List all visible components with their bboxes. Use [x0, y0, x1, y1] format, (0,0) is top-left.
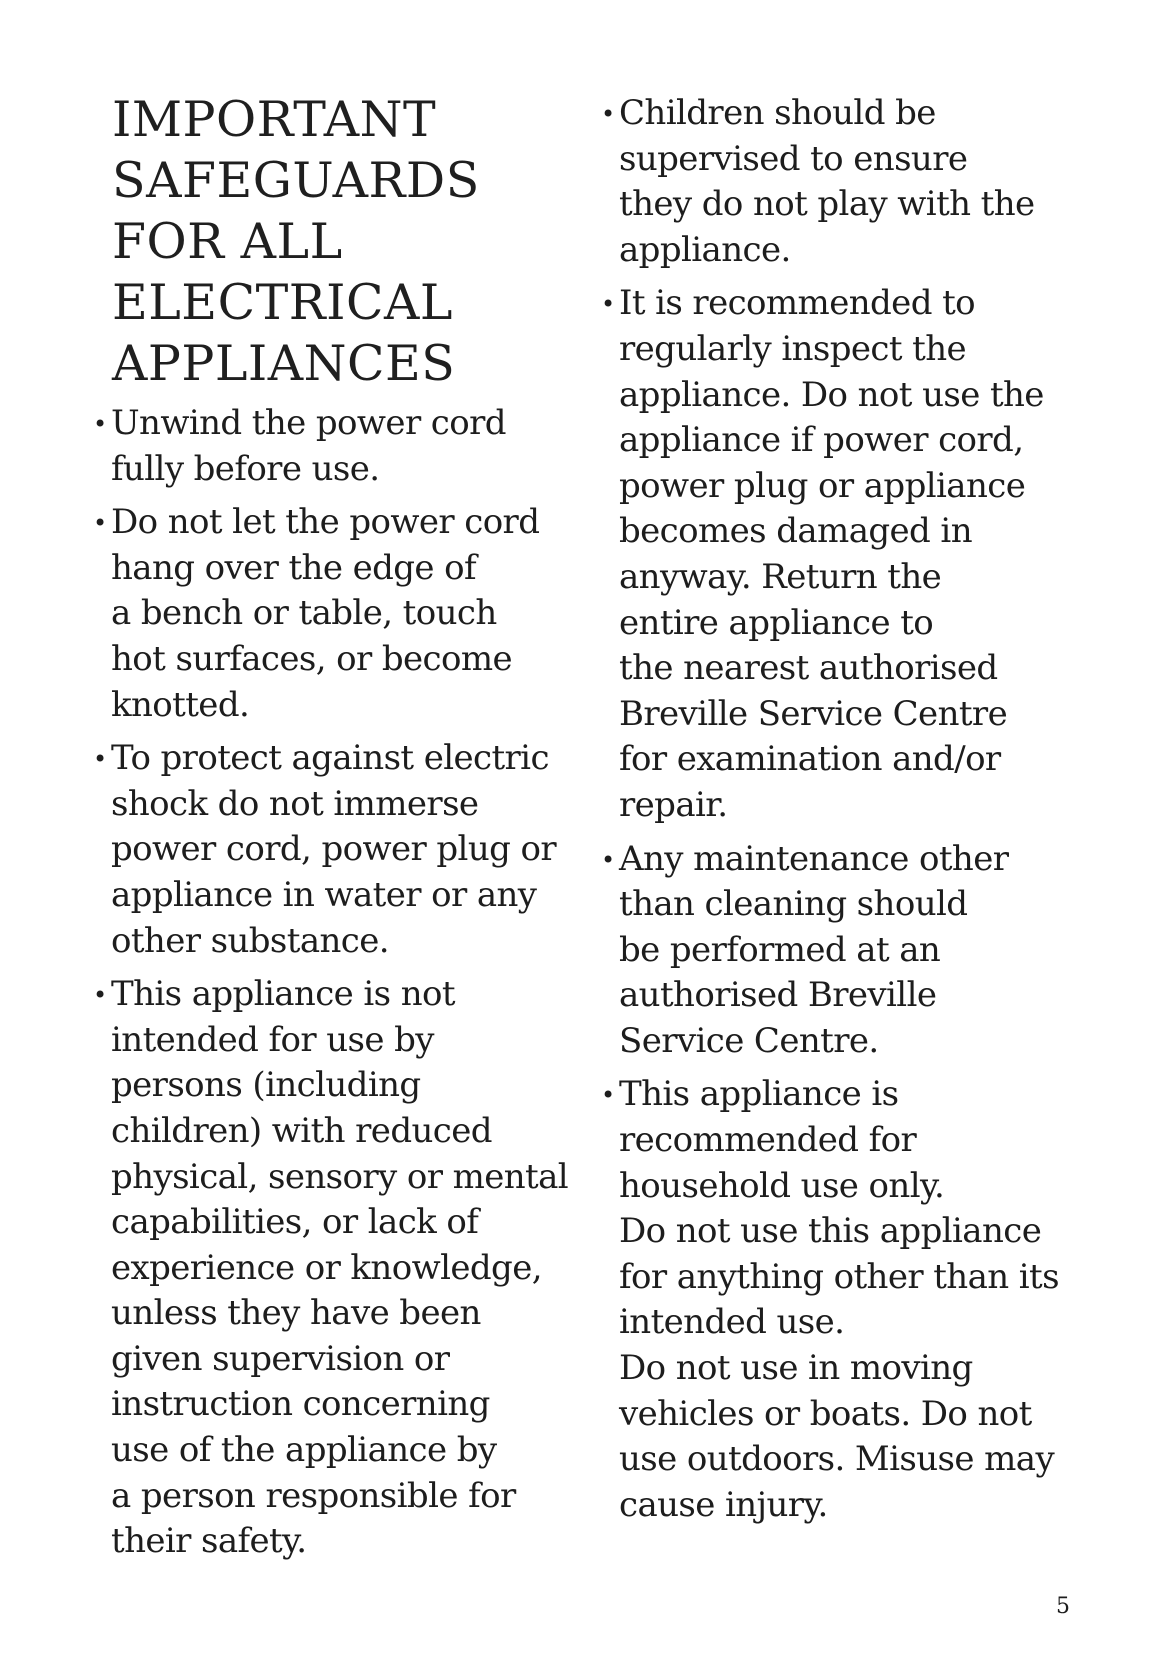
list-item	[596, 1072, 1059, 1528]
bullet-icon: •	[93, 745, 108, 774]
list-item	[596, 91, 1059, 273]
safeguard-list-right	[596, 91, 1059, 1536]
list-item	[596, 281, 1059, 828]
bullet-icon: •	[601, 290, 616, 319]
safeguard-list-left	[88, 401, 568, 1573]
bullet-icon: •	[601, 100, 616, 128]
list-item	[88, 972, 568, 1565]
bullet-icon: •	[93, 509, 108, 538]
bullet-icon: •	[93, 410, 108, 438]
bullet-icon: •	[601, 1081, 616, 1110]
section-heading: IMPORTANT SAFEGUARDS FOR ALL ELECTRICAL APPLIANCES	[112, 91, 480, 392]
bullet-icon: •	[93, 981, 108, 1010]
list-item	[88, 736, 568, 964]
list-item	[88, 500, 568, 728]
list-item-text: Any maintenance other than cleaning should be performed at an authorised Breville Service Centre.	[619, 838, 1009, 1061]
page-number: 5	[1056, 1594, 1070, 1619]
bullet-icon: •	[601, 845, 616, 874]
list-item-text: This appliance is recommended for household use only. Do not use this appliance for anything other than its intended use. Do not use in moving vehicles or boats. Do not use outdoors. Misuse may cause injury.	[619, 1074, 1059, 1525]
list-item	[596, 837, 1059, 1065]
list-item-text: This appliance is not intended for use by persons (including children) with reduced physical, sensory or mental capabilities, or lack of experience or knowledge, unless they have been given supervision or instruction concerning use of the appliance by a person responsible for their safety.	[111, 974, 569, 1562]
list-item-text: Unwind the power cord fully before use.	[111, 403, 506, 489]
list-item-text: Do not let the power cord hang over the edge of a bench or table, touch hot surfaces, or become knotted.	[111, 502, 540, 725]
list-item-text: Children should be supervised to ensure they do not play with the appliance.	[619, 93, 1035, 270]
list-item	[88, 401, 568, 492]
list-item-text: It is recommended to regularly inspect the appliance. Do not use the appliance if power cord, power plug or appliance becomes damaged in anyway. Return the entire appliance to the nearest authorised Breville Service Centre for examination and/or repair.	[619, 283, 1044, 825]
list-item-text: To protect against electric shock do not immerse power cord, power plug or appliance in water or any other substance.	[111, 738, 557, 961]
